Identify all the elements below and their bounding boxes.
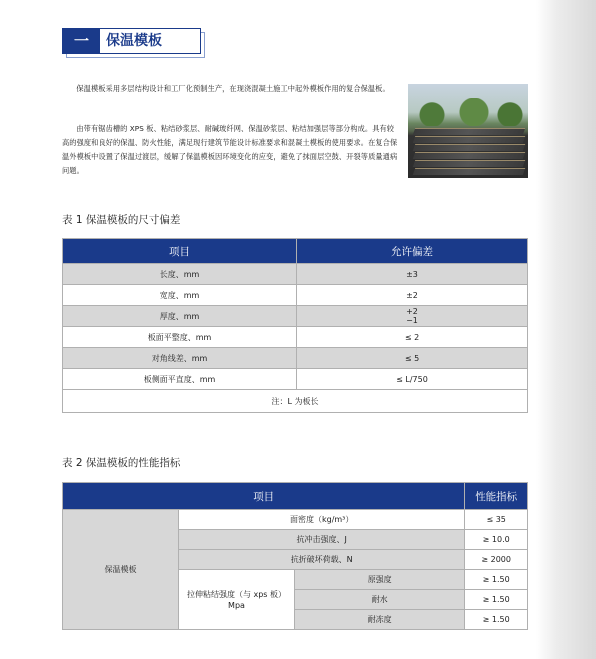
row-subitem: 耐冻度 xyxy=(295,610,465,630)
table-row xyxy=(63,348,528,369)
size-deviation-table xyxy=(62,238,528,413)
row-item: 抗冲击强度、J xyxy=(179,530,465,550)
section-header xyxy=(62,28,201,54)
product-photo xyxy=(408,84,528,178)
table-row xyxy=(63,369,528,390)
tensile-label-line1: 拉伸粘结强度（与 xps 板） xyxy=(186,589,287,599)
row-value-upper: +2 xyxy=(406,307,418,316)
row-value: ≥ 1.50 xyxy=(465,590,528,610)
row-item: 板侧面平直度、mm xyxy=(63,369,297,390)
table1-header-item: 项目 xyxy=(63,239,297,264)
row-value: ≤ 2 xyxy=(297,327,528,348)
intro-paragraph-1: 保温模板采用多层结构设计和工厂化预制生产，在现浇混凝土施工中起外模板作用的复合保温板。 xyxy=(76,84,390,93)
row-value: ≥ 2000 xyxy=(465,550,528,570)
row-value: ≥ 1.50 xyxy=(465,570,528,590)
table-row xyxy=(63,264,528,285)
section-number: 一 xyxy=(63,29,100,53)
tensile-label xyxy=(179,570,295,630)
page-edge-shade xyxy=(536,0,596,659)
section-title: 保温模板 xyxy=(106,33,162,49)
row-subitem: 原强度 xyxy=(295,570,465,590)
row-value: ≤ 35 xyxy=(465,510,528,530)
table1-caption: 表 1 保温模板的尺寸偏差 xyxy=(62,214,181,226)
row-item: 厚度、mm xyxy=(63,306,297,327)
row-subitem: 耐水 xyxy=(295,590,465,610)
row-value-lower: −1 xyxy=(406,316,418,325)
table-row xyxy=(63,510,528,530)
table2-caption: 表 2 保温模板的性能指标 xyxy=(62,457,181,469)
row-value: ≤ 5 xyxy=(297,348,528,369)
row-value: ≥ 10.0 xyxy=(465,530,528,550)
performance-table xyxy=(62,482,528,630)
intro-paragraph-2: 由带有锯齿槽的 XPS 板、粘结砂浆层、耐碱玻纤网、保温砂浆层、粘结加强层等部分构成。具有较高的强度和良好的保温、防火性能，满足现行建筑节能设计标准要求和混凝土模板的使用要求。在复合保温外模板中设置了保温过渡层，缓解了保温模板因环境变化的应变，避免了抹面层空鼓、开裂等质量通病问题。 xyxy=(62,124,398,175)
table-row xyxy=(63,306,528,327)
row-item: 长度、mm xyxy=(63,264,297,285)
row-item: 宽度、mm xyxy=(63,285,297,306)
row-value: ±3 xyxy=(297,264,528,285)
table-row xyxy=(63,327,528,348)
row-value xyxy=(297,306,528,327)
row-value: ≤ L/750 xyxy=(297,369,528,390)
row-item: 对角线差、mm xyxy=(63,348,297,369)
row-item: 抗折破坏荷载、N xyxy=(179,550,465,570)
row-item: 板面平整度、mm xyxy=(63,327,297,348)
group-label: 保温模板 xyxy=(63,510,179,630)
table1-header-value: 允许偏差 xyxy=(297,239,528,264)
table2-header-value: 性能指标 xyxy=(465,483,528,510)
table2-header-item: 项目 xyxy=(63,483,465,510)
tensile-label-line2: Mpa xyxy=(228,600,245,610)
row-value: ±2 xyxy=(297,285,528,306)
table1-note: 注：L 为板长 xyxy=(63,390,528,413)
row-item: 面密度（kg/m³） xyxy=(179,510,465,530)
row-value: ≥ 1.50 xyxy=(465,610,528,630)
table-row xyxy=(63,285,528,306)
